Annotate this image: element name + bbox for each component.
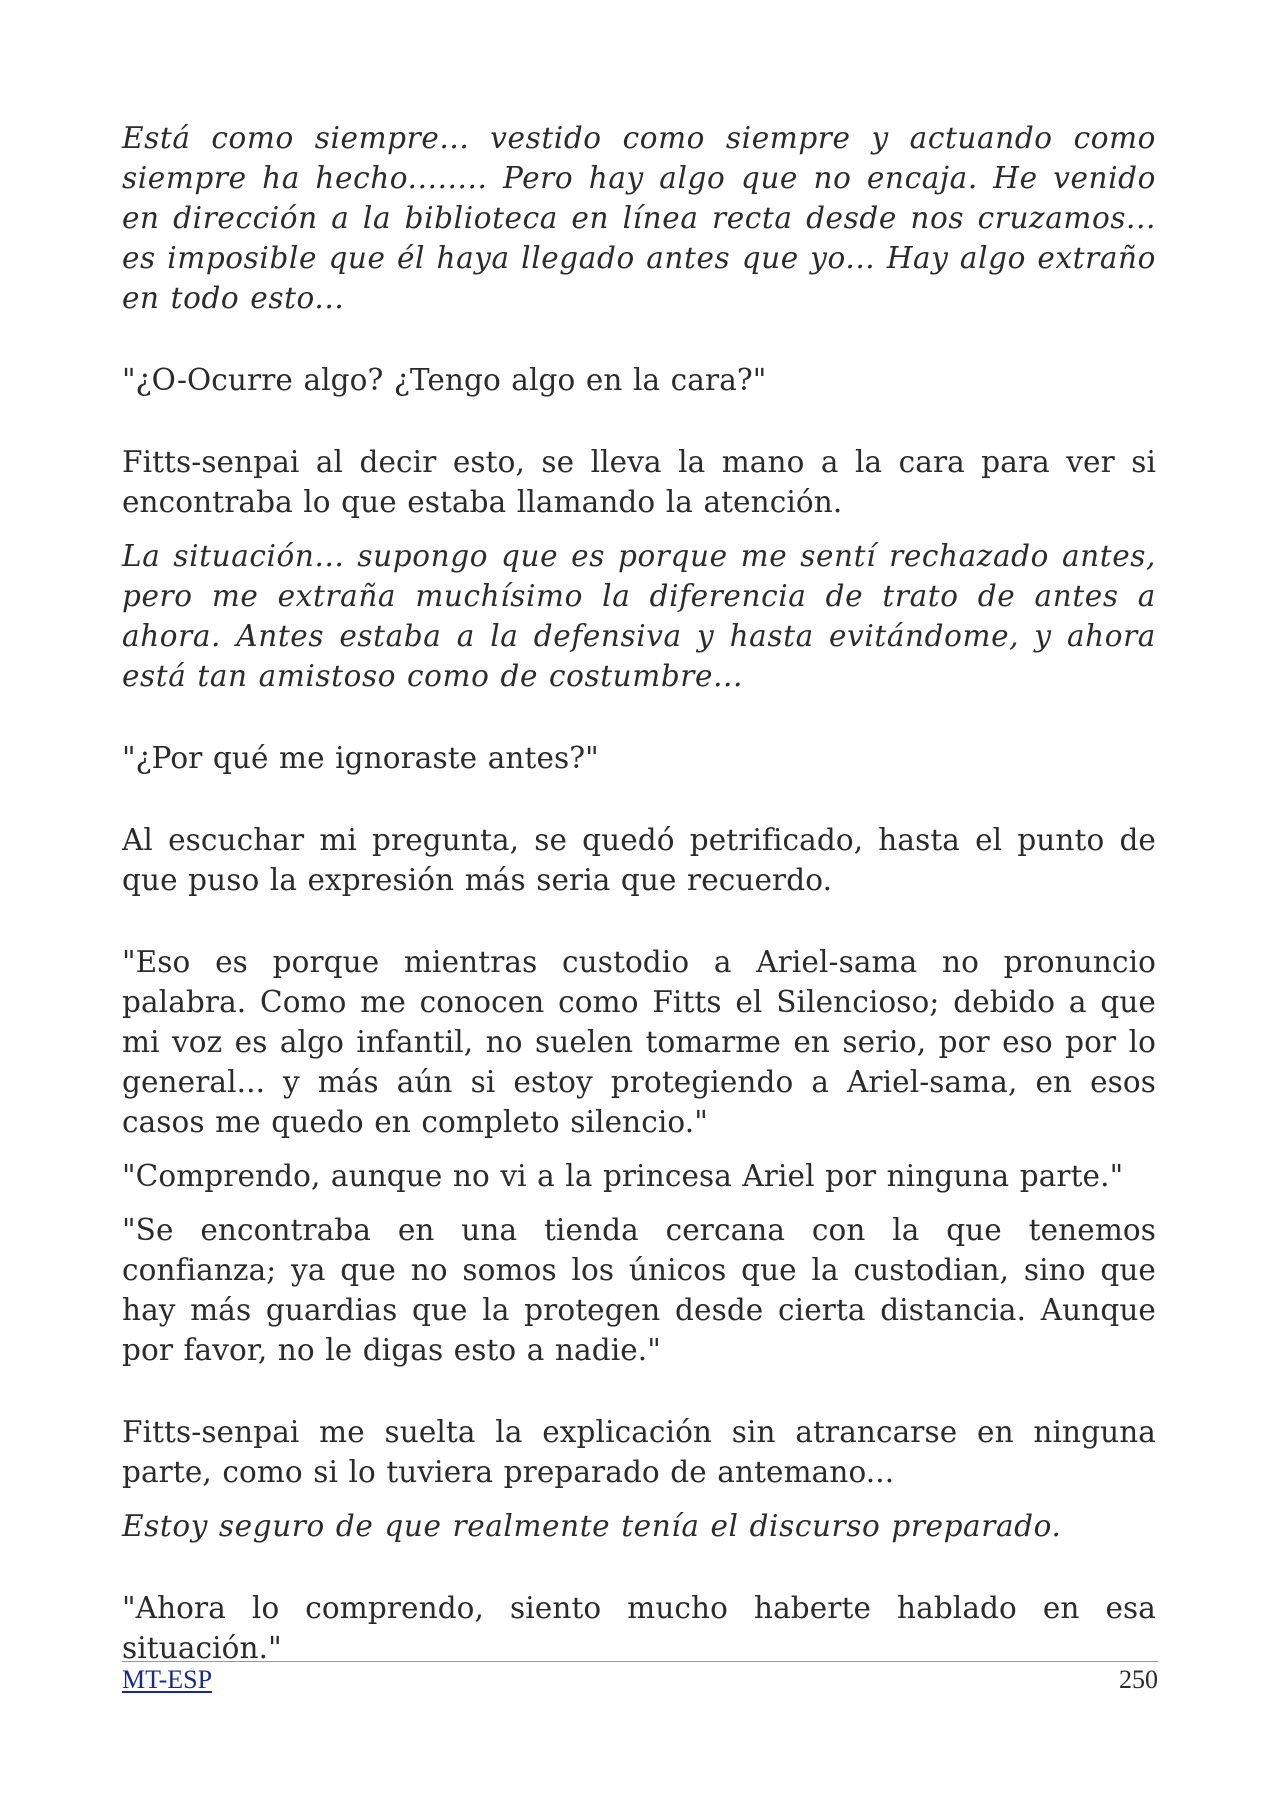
paragraph-dialogue-6: "Ahora lo comprendo, siento mucho haberte hablado en esa situación." bbox=[122, 1591, 1156, 1665]
paragraph-dialogue-3: "Eso es porque mientras custodio a Ariel-sama no pronuncio palabra. Como me conocen como Fitts el Silencioso; debido a que mi voz es algo infantil, no suelen tomarme en serio, por eso por lo general... y más aún si estoy protegiendo a Ariel-sama, en esos casos me quedo en completo silencio." bbox=[122, 945, 1156, 1139]
paragraph-dialogue-1: "¿O-Ocurre algo? ¿Tengo algo en la cara?" bbox=[122, 363, 767, 397]
paragraph-inner-thought-1: Está como siempre... vestido como siempre y actuando como siempre ha hecho........ Pero hay algo que no encaja. He venido en dirección a la biblioteca en línea recta desde nos cruzamos... es imposible que él haya llegado antes que yo... Hay algo extraño en todo esto... bbox=[122, 121, 1156, 315]
paragraph-inner-thought-3: Estoy seguro de que realmente tenía el discurso preparado. bbox=[122, 1509, 1062, 1543]
paragraph-dialogue-2: "¿Por qué me ignoraste antes?" bbox=[122, 741, 599, 775]
paragraph-dialogue-5: "Se encontraba en una tienda cercana con la que tenemos confianza; ya que no somos los únicos que la custodian, sino que hay más guardias que la protegen desde cierta distancia. Aunque por favor, no le digas esto a nadie." bbox=[122, 1213, 1156, 1367]
paragraph-inner-thought-2: La situación... supongo que es porque me sentí rechazado antes, pero me extraña muchísimo la diferencia de trato de antes a ahora. Antes estaba a la defensiva y hasta evitándome, y ahora está tan amistoso como de costumbre... bbox=[122, 539, 1156, 693]
page-number: 250 bbox=[1119, 1665, 1158, 1694]
paragraph-dialogue-4: "Comprendo, aunque no vi a la princesa Ariel por ninguna parte." bbox=[122, 1159, 1124, 1193]
page-body bbox=[122, 118, 1156, 1668]
footer-divider bbox=[122, 1661, 1158, 1662]
paragraph-narration-3: Fitts-senpai me suelta la explicación sin atrancarse en ninguna parte, como si lo tuviera preparado de antemano... bbox=[122, 1415, 1156, 1489]
footer-source-link[interactable]: MT-ESP bbox=[122, 1665, 213, 1694]
paragraph-narration-2: Al escuchar mi pregunta, se quedó petrificado, hasta el punto de que puso la expresión más seria que recuerdo. bbox=[122, 823, 1156, 897]
paragraph-narration-1: Fitts-senpai al decir esto, se lleva la mano a la cara para ver si encontraba lo que estaba llamando la atención. bbox=[122, 445, 1156, 519]
